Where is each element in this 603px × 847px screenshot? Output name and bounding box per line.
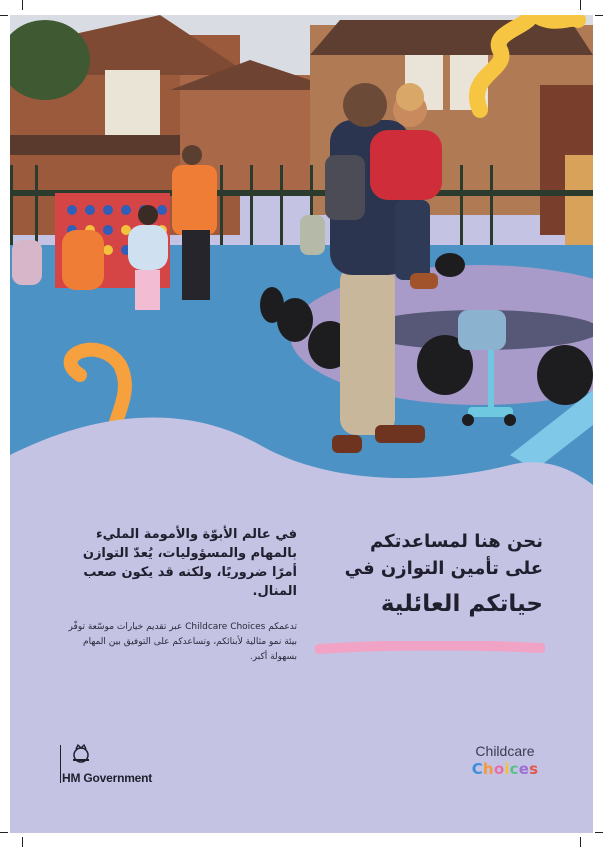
brand-choices-letter: s bbox=[529, 760, 539, 778]
royal-crest-icon bbox=[70, 743, 92, 765]
brand-choices-letter: C bbox=[471, 760, 483, 778]
logo-divider bbox=[60, 745, 61, 783]
crop-mark-bottom-right-h bbox=[595, 832, 603, 833]
body-paragraph: تدعمكم Childcare Choices عبر تقديم خيارات موسّعة توفّر بيئة نمو مثالية لأبنائكم، وتساعدكم على التوفيق بين المهام بسهولة أكبر. bbox=[68, 622, 297, 662]
brand-choices-letter: i bbox=[504, 760, 510, 778]
headline-line-3: حياتكم العائلية bbox=[380, 591, 543, 617]
headline-line-2: على تأمين التوازن في bbox=[344, 558, 543, 579]
crop-mark-top-left-h bbox=[0, 15, 8, 16]
brand-choices bbox=[450, 760, 560, 778]
pink-underline bbox=[315, 641, 545, 657]
photo-illustration bbox=[10, 15, 593, 485]
brand-choices-letter: e bbox=[518, 760, 530, 778]
government-name: HM Government bbox=[62, 771, 153, 785]
headline bbox=[293, 528, 543, 624]
brand-choices-letter: h bbox=[482, 760, 494, 778]
brand-name: Childcare bbox=[475, 743, 535, 759]
headline-line-1: نحن هنا لمساعدتكم bbox=[370, 531, 543, 552]
leaflet-page bbox=[10, 15, 593, 833]
playground-photo bbox=[10, 15, 593, 485]
crop-mark-top-left-v bbox=[22, 0, 23, 10]
crop-mark-top-right-v bbox=[580, 0, 581, 10]
crop-mark-bottom-left-v bbox=[22, 837, 23, 847]
hm-government-logo bbox=[58, 743, 198, 785]
brand-choices-letter: o bbox=[493, 760, 505, 778]
crop-mark-top-right-h bbox=[595, 15, 603, 16]
childcare-choices-logo bbox=[450, 743, 560, 778]
crop-mark-bottom-right-v bbox=[580, 837, 581, 847]
crop-mark-bottom-left-h bbox=[0, 832, 8, 833]
brand-choices-letter: c bbox=[509, 760, 519, 778]
intro-paragraph: في عالم الأبوّة والأمومة المليء بالمهام والمسؤوليات، يُعدّ التوازن أمرًا ضروريًا، ولكنه قد يكون صعب المنال. bbox=[82, 527, 297, 599]
